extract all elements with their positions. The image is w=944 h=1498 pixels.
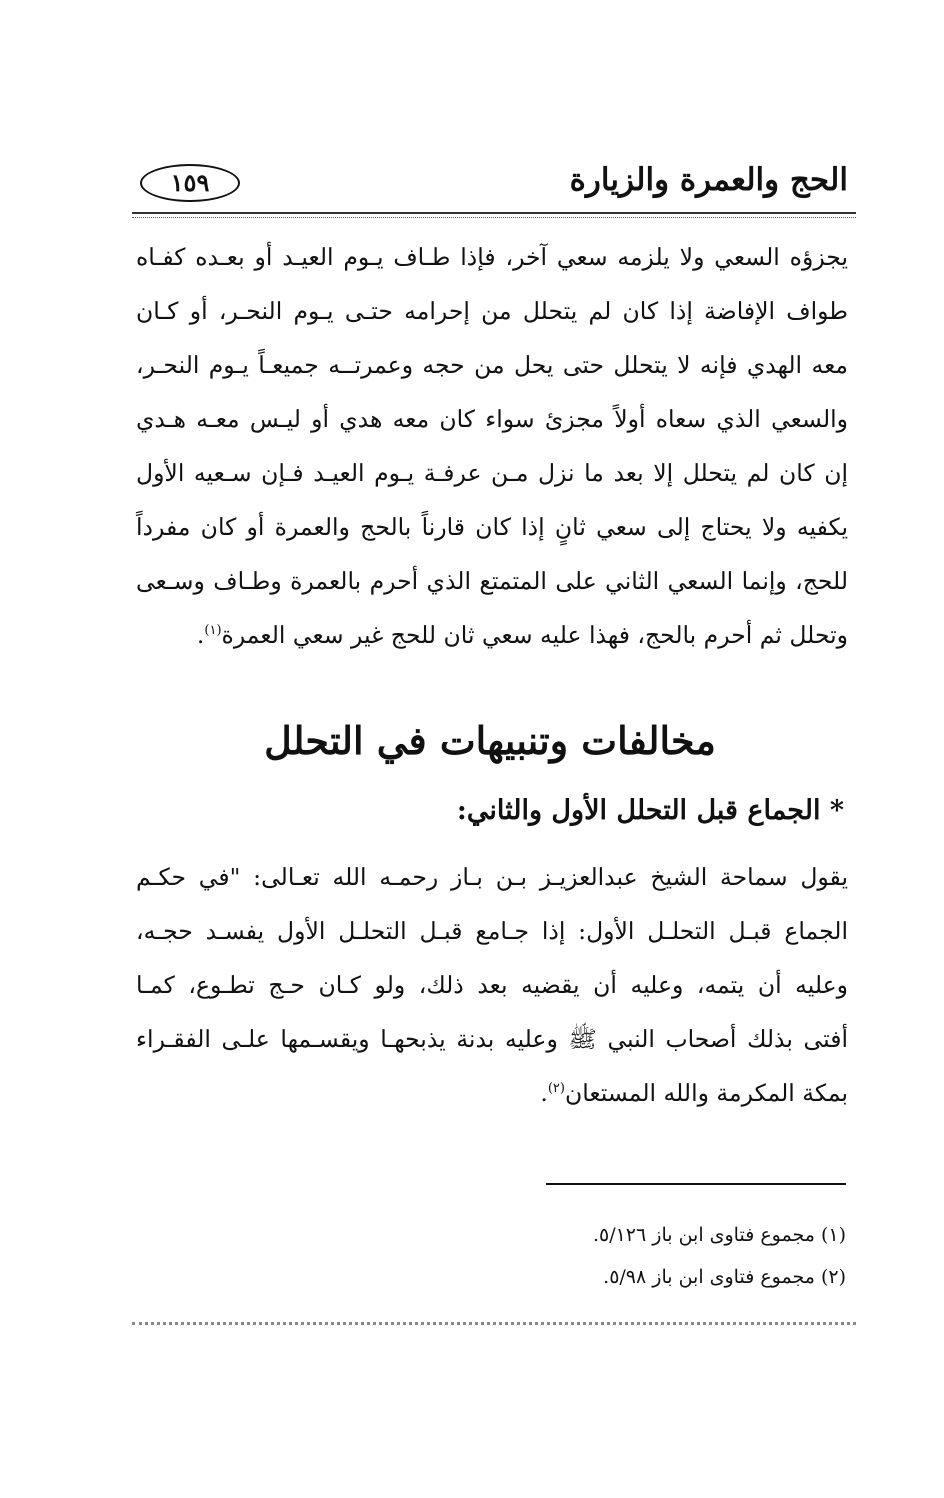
footnote-ref-2[interactable]: (٢) — [547, 1081, 565, 1097]
text-line: معه الهدي فإنه لا يتحلل حتى يحل من حجه وعمرتــه جميعـاً يـوم النحـر، — [136, 351, 848, 379]
text-line: إن كان لم يتحلل إلا بعد ما نزل مـن عرفـة يـوم العيـد فـإن سـعيه الأول — [136, 459, 848, 487]
text-line: الجماع قبـل التحلـل الأول: إذا جـامع قبـل التحلـل الأول يفسـد حجـه، — [136, 917, 848, 945]
footnotes — [593, 1214, 846, 1298]
text-line: طواف الإفاضة إذا كان لم يتحلل من إحرامه حتـى يـوم النحـر، أو كـان — [136, 297, 848, 325]
text-line: أفتى بذلك أصحاب النبي ﷺ وعليه بدنة يذبحهـا ويقسـمها علـى الفقـراء — [136, 1025, 848, 1053]
running-title: الحج والعمرة والزيارة — [569, 162, 848, 198]
page-number: ١٥٩ — [140, 164, 240, 202]
text-line: يكفيه ولا يحتاج إلى سعي ثانٍ إذا كان قارناً بالحج والعمرة أو كان مفرداً — [136, 513, 848, 541]
text-line: للحج، وإنما السعي الثاني على المتمتع الذي أحرم بالعمرة وطـاف وسـعى — [136, 567, 848, 595]
paragraph-sai — [136, 230, 848, 662]
text-line-content: بمكة المكرمة والله المستعان — [564, 1079, 848, 1107]
footnote-1: (١) مجموع فتاوى ابن باز ٥/١٢٦. — [592, 1224, 846, 1246]
section-heading: مخالفات وتنبيهات في التحلل — [264, 718, 716, 763]
text-line-last — [136, 1066, 848, 1120]
footnote-2: (٢) مجموع فتاوى ابن باز ٥/٩٨. — [603, 1266, 846, 1288]
text-line: يقول سماحة الشيخ عبدالعزيـز بـن بـاز رحمـه الله تعـالى: "في حكـم — [136, 863, 848, 891]
subsection-heading: * الجماع قبل التحلل الأول والثاني: — [456, 795, 844, 826]
text-line: وعليه أن يتمه، وعليه أن يقضيه بعد ذلك، ولو كـان حـج تطـوع، كمـا — [136, 971, 848, 999]
sentence-end: . — [540, 1079, 548, 1107]
text-line-last — [136, 608, 848, 662]
page-header — [138, 160, 848, 212]
text-line: والسعي الذي سعاه أولاً مجزئ سواء كان معه هدي أو ليـس معـه هـدي — [136, 405, 848, 433]
footnote-separator — [546, 1183, 846, 1185]
text-line-content: وتحلل ثم أحرم بالحج، فهذا عليه سعي ثان للحج غير سعي العمرة — [221, 621, 848, 649]
footnote-ref-1[interactable]: (١) — [204, 623, 222, 639]
paragraph-ibn-baz-quote — [136, 850, 848, 1120]
sentence-end: . — [196, 621, 205, 649]
header-rule — [132, 212, 856, 218]
footer-rule — [132, 1322, 856, 1325]
text-line: يجزؤه السعي ولا يلزمه سعي آخر، فإذا طـاف يـوم العيـد أو بعـده كفـاه — [136, 243, 848, 271]
